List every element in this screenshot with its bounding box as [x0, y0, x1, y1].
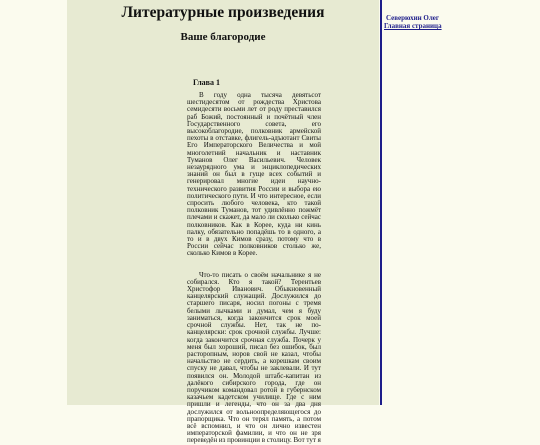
paragraph: В году одна тысяча девятьсот шестидесятом от рождества Христова семидесяти восьми лет от роду преставился раб Божий, постоянный и почётный член Государственного совета, его высокоблагородие, полковник армейской пехоты в отставке, флигель-адъютант Свиты Его Императорского Величества и мой многолетний начальник и наставник Туманов Олег Васильевич. Человек незаурядного ума и энциклопедических знаний он был в гуще всех событий и генерировал многие идеи научно-технического развития России и выбора ею политического пути. И что интересное, если спросить любого человека, кто такой полковник Туманов, тот удивлённо пожмёт плечами и скажет, да мало ли сколько сейчас полковников. Как в Корее, куда ни кинь палку, обязательно попадёшь то в одного, а то и в двух Кимов сразу, потому что в России сейчас полковников столько же, сколько Кимов в Корее. [187, 91, 321, 258]
home-page-link[interactable]: Главная страница [384, 22, 442, 30]
chapter-heading: Глава 1 [193, 78, 220, 87]
sidebar-divider [380, 0, 382, 405]
content-column [67, 0, 379, 445]
site-title: Литературные произведения [121, 4, 325, 21]
chapter-text [187, 92, 321, 445]
work-title: Ваше благородие [180, 31, 266, 43]
author-name: Северюхин Олег [386, 14, 440, 22]
sidebar [384, 14, 534, 30]
paragraph: Что-то писать о своём начальнике я не собирался. Кто я такой? Терентьев Христофор Иванович. Обыкновенный канцелярский служащий. Дослужился до старшего писаря, носил погоны с тремя белыми лычками и думал, чем я буду заниматься, когда закончится срок моей срочной службы. Нет, так не по-канцелярски: срок срочной службы. Лучше: когда закончится срочная служба. Почерк у меня был хороший, писал без ошибок, был расторопным, норов свой не казал, чтобы начальство не сердить, а корешкам своим спуску не давал, чтобы не заклевали. И тут появился он. Молодой штабс-капитан из далёкого сибирского города, где он поручиком командовал ротой в губернском казачьем кадетском училище. Где с ним пришли и легенды, что он за два дня дослужился от вольноопределяющегося до прапорщика. Что он терял память, а потом всё вспомнил, и что он лично известен императорской фамилии, и что он не зря переведён из провинции в столицу. Вот тут я [187, 270, 321, 445]
